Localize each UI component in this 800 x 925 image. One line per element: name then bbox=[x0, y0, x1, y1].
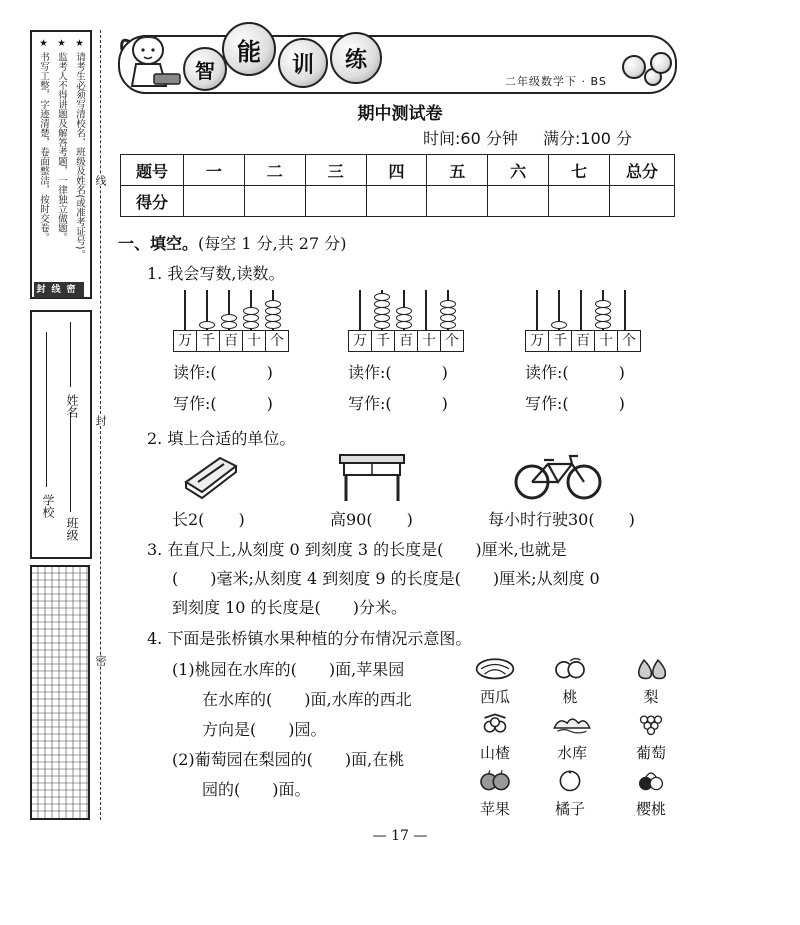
q1-write-1 bbox=[173, 390, 273, 418]
score-header-cell: 二 bbox=[244, 155, 305, 186]
score-cell[interactable] bbox=[184, 186, 245, 217]
abacus-bead bbox=[221, 314, 237, 322]
score-header-cell: 一 bbox=[184, 155, 245, 186]
q1-read-3 bbox=[525, 359, 625, 387]
map-reservoir bbox=[543, 712, 601, 763]
decor-ball-3 bbox=[650, 52, 672, 74]
exam-title: 期中测试卷 bbox=[357, 104, 443, 124]
banner-char-1: 智 bbox=[183, 47, 227, 91]
place-label: 十 bbox=[243, 331, 266, 351]
abacus-place-box bbox=[348, 330, 464, 352]
q1-write-3 bbox=[525, 390, 625, 418]
score-cell[interactable] bbox=[610, 186, 675, 217]
write-label: 写作:( bbox=[348, 394, 392, 413]
apple-icon bbox=[474, 768, 516, 792]
abacus-rod bbox=[359, 290, 361, 330]
score-header-cell: 六 bbox=[488, 155, 549, 186]
abacus-bead bbox=[374, 307, 390, 315]
score-header-cell: 总分 bbox=[610, 155, 675, 186]
abacus-bead bbox=[374, 300, 390, 308]
abacus-bead bbox=[221, 321, 237, 329]
q1-prompt: 1. 我会写数,读数。 bbox=[147, 264, 285, 283]
place-label: 百 bbox=[572, 331, 595, 351]
school-label: 学校 bbox=[41, 494, 55, 518]
map-label: 梨 bbox=[643, 688, 659, 706]
q2-item-1 bbox=[172, 506, 245, 534]
abacus-rod bbox=[184, 290, 186, 330]
close-paren: ) bbox=[266, 363, 273, 382]
section-heading-text: 一、填空。 bbox=[118, 234, 199, 253]
place-label: 千 bbox=[197, 331, 220, 351]
close-paren: ) bbox=[618, 394, 625, 413]
exam-note-3: ★ 书写工整，字迹清楚，卷面整洁，按时交卷。 bbox=[38, 38, 49, 243]
place-label: 千 bbox=[549, 331, 572, 351]
abacus-bead bbox=[595, 321, 611, 329]
score-header-cell: 三 bbox=[305, 155, 366, 186]
abacus-bead bbox=[551, 321, 567, 329]
q3-line-1: 3. 在直尺上,从刻度 0 到刻度 3 的长度是( )厘米,也就是 bbox=[147, 540, 567, 559]
abacus-place-box bbox=[525, 330, 641, 352]
decor-ball-1 bbox=[622, 55, 646, 79]
place-label: 万 bbox=[526, 331, 549, 351]
abacus-bead bbox=[265, 314, 281, 322]
q4-sub1-line-3: 方向是( )园。 bbox=[202, 720, 327, 739]
map-pear bbox=[624, 656, 678, 707]
q2-item-3 bbox=[488, 506, 635, 534]
map-label: 山楂 bbox=[479, 744, 510, 762]
hawthorn-icon bbox=[474, 712, 516, 736]
abacus-bead bbox=[265, 307, 281, 315]
score-header-cell: 五 bbox=[427, 155, 488, 186]
map-label: 樱桃 bbox=[635, 800, 666, 818]
subject-label: 二年级数学下 · BS bbox=[505, 75, 607, 88]
abacus-bead bbox=[243, 314, 259, 322]
q2-label: 长2( bbox=[172, 510, 205, 529]
score-cell[interactable] bbox=[427, 186, 488, 217]
abacus-bead bbox=[243, 307, 259, 315]
school-field[interactable] bbox=[46, 332, 47, 487]
place-label: 个 bbox=[622, 333, 636, 349]
grid-pattern bbox=[30, 565, 90, 820]
map-peach bbox=[543, 656, 597, 707]
place-label: 万 bbox=[349, 331, 372, 351]
section-heading bbox=[118, 230, 346, 258]
abacus-bead bbox=[265, 300, 281, 308]
map-apple bbox=[468, 768, 522, 819]
q4-sub1-line-1: (1)桃园在水库的( )面,苹果园 bbox=[172, 660, 405, 679]
score-cell[interactable] bbox=[305, 186, 366, 217]
class-label: 班级 bbox=[65, 517, 79, 541]
cherry-icon bbox=[630, 768, 672, 792]
q2-prompt: 2. 填上合适的单位。 bbox=[147, 429, 296, 448]
abacus-bead bbox=[396, 307, 412, 315]
abacus-rod bbox=[425, 290, 427, 330]
orange-icon bbox=[549, 768, 591, 792]
score-header-cell: 题号 bbox=[121, 155, 184, 186]
place-label: 百 bbox=[395, 331, 418, 351]
banner-char-3: 训 bbox=[278, 38, 328, 88]
abacus-bead bbox=[374, 293, 390, 301]
close-paren: ) bbox=[441, 363, 448, 382]
q1-read-1 bbox=[173, 359, 273, 387]
exam-note-1: ★ 请考生必须写清校名、班级及姓名(或准考证号)。 bbox=[74, 38, 85, 259]
map-cherry bbox=[624, 768, 678, 819]
secret-mark: 密 bbox=[94, 655, 107, 666]
write-label: 写作:( bbox=[525, 394, 569, 413]
q2-item-2 bbox=[330, 506, 413, 534]
grape-icon bbox=[630, 712, 672, 736]
name-field[interactable] bbox=[70, 322, 71, 387]
abacus-bead bbox=[396, 314, 412, 322]
q3-line-2: ( )毫米;从刻度 4 到刻度 9 的长度是( )厘米;从刻度 0 bbox=[172, 569, 600, 588]
close-paren: ) bbox=[406, 510, 413, 529]
pencil-case-icon bbox=[180, 452, 240, 500]
score-value-row bbox=[121, 186, 675, 217]
place-label: 个 bbox=[270, 333, 284, 349]
line-mark: 线 bbox=[94, 175, 107, 186]
abacus-rod bbox=[536, 290, 538, 330]
map-grape bbox=[624, 712, 678, 763]
exam-note-2: ★ 监考人不得讲题及解答考题，一律独立做题。 bbox=[56, 38, 67, 243]
table-desk-icon bbox=[336, 453, 408, 503]
abacus-bead bbox=[440, 321, 456, 329]
map-label: 西瓜 bbox=[479, 688, 510, 706]
section-heading-note: (每空 1 分,共 27 分) bbox=[198, 234, 347, 253]
score-cell[interactable] bbox=[366, 186, 427, 217]
seal-mark: 封 bbox=[94, 415, 107, 426]
banner-char-4: 练 bbox=[330, 32, 382, 84]
watermelon-icon bbox=[474, 656, 516, 680]
abacus-bead bbox=[440, 307, 456, 315]
read-label: 读作:( bbox=[173, 363, 217, 382]
q4-prompt: 4. 下面是张桥镇水果种植的分布情况示意图。 bbox=[147, 629, 472, 648]
map-label: 葡萄 bbox=[635, 744, 666, 762]
close-paren: ) bbox=[266, 394, 273, 413]
exam-full-score: 满分:100 分 bbox=[543, 129, 633, 148]
name-label: 姓名 bbox=[65, 394, 79, 418]
exam-time: 时间:60 分钟 bbox=[423, 129, 518, 148]
score-header-cell: 四 bbox=[366, 155, 427, 186]
map-hawthorn bbox=[468, 712, 522, 763]
exam-notes-box bbox=[30, 30, 92, 299]
score-row-label: 得分 bbox=[121, 186, 184, 217]
seal-stamp: 封线密 bbox=[34, 282, 84, 298]
score-table bbox=[120, 154, 675, 217]
place-label: 万 bbox=[174, 331, 197, 351]
place-label: 百 bbox=[220, 331, 243, 351]
place-label: 千 bbox=[372, 331, 395, 351]
q3-line-3: 到刻度 10 的长度是( )分米。 bbox=[172, 598, 408, 617]
place-label: 十 bbox=[418, 331, 441, 351]
abacus-bead bbox=[396, 321, 412, 329]
abacus-bead bbox=[440, 300, 456, 308]
close-paren: ) bbox=[618, 363, 625, 382]
place-label: 十 bbox=[595, 331, 618, 351]
bicycle-icon bbox=[512, 452, 604, 502]
banner-char-2: 能 bbox=[222, 22, 276, 76]
write-label: 写作:( bbox=[173, 394, 217, 413]
girl-mascot-icon bbox=[118, 28, 188, 92]
abacus-bead bbox=[595, 300, 611, 308]
page-number: — 17 — bbox=[372, 828, 428, 844]
q2-label: 高90( bbox=[330, 510, 373, 529]
pear-icon bbox=[630, 656, 672, 680]
abacus-bead bbox=[440, 314, 456, 322]
q4-sub1-line-2: 在水库的( )面,水库的西北 bbox=[202, 690, 412, 709]
map-label: 苹果 bbox=[479, 800, 510, 818]
abacus-bead bbox=[243, 321, 259, 329]
q1-write-2 bbox=[348, 390, 448, 418]
close-paren: ) bbox=[628, 510, 635, 529]
score-header-cell: 七 bbox=[549, 155, 610, 186]
score-cell[interactable] bbox=[488, 186, 549, 217]
map-label: 橘子 bbox=[554, 800, 585, 818]
abacus-rod bbox=[624, 290, 626, 330]
read-label: 读作:( bbox=[525, 363, 569, 382]
student-info-box bbox=[30, 310, 92, 559]
map-label: 水库 bbox=[556, 744, 587, 762]
abacus-bead bbox=[199, 321, 215, 329]
read-label: 读作:( bbox=[348, 363, 392, 382]
q4-sub2-line-2: 园的( )面。 bbox=[202, 780, 311, 799]
q4-sub2-line-1: (2)葡萄园在梨园的( )面,在桃 bbox=[172, 750, 405, 769]
score-cell[interactable] bbox=[244, 186, 305, 217]
reservoir-icon bbox=[551, 712, 593, 736]
q1-read-2 bbox=[348, 359, 448, 387]
class-field[interactable] bbox=[70, 412, 71, 512]
close-paren: ) bbox=[238, 510, 245, 529]
map-orange bbox=[543, 768, 597, 819]
q2-label: 每小时行驶30( bbox=[488, 510, 595, 529]
abacus-rod bbox=[580, 290, 582, 330]
abacus-bead bbox=[374, 314, 390, 322]
map-watermelon bbox=[468, 656, 522, 707]
score-header-row bbox=[121, 155, 675, 186]
score-cell[interactable] bbox=[549, 186, 610, 217]
abacus-bead bbox=[595, 307, 611, 315]
peach-icon bbox=[549, 656, 591, 680]
abacus-place-box bbox=[173, 330, 289, 352]
map-label: 桃 bbox=[562, 688, 578, 706]
abacus-bead bbox=[265, 321, 281, 329]
abacus-bead bbox=[595, 314, 611, 322]
abacus-bead bbox=[374, 321, 390, 329]
close-paren: ) bbox=[441, 394, 448, 413]
place-label: 个 bbox=[445, 333, 459, 349]
